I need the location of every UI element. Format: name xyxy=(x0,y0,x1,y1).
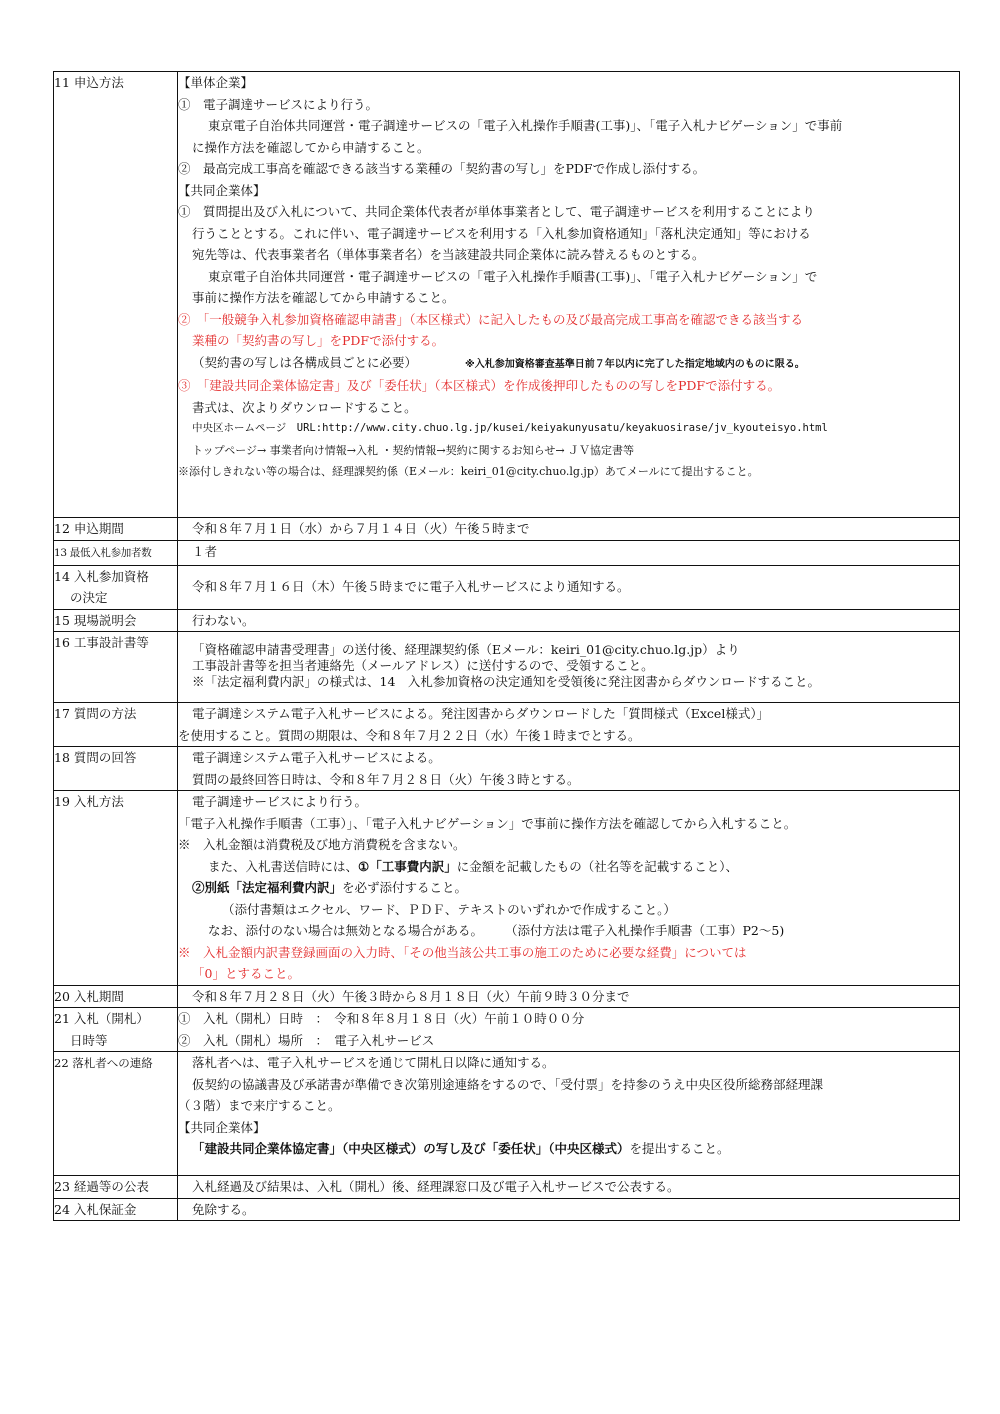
row-label: 11 申込方法 xyxy=(54,72,178,518)
row-label: 20 入札期間 xyxy=(54,985,178,1008)
row-label: 21 入札（開札） 日時等 xyxy=(54,1008,178,1052)
row-label: 23 経過等の公表 xyxy=(54,1176,178,1199)
row-content: １者 xyxy=(178,541,960,566)
row-content: 落札者へは、電子入札サービスを通じて開札日以降に通知する。 仮契約の協議書及び承諾書が準備でき次第別途連絡をするので、「受付票」を持参のうえ中央区役所総務部経理課 （３階）まで来庁すること。 【共同企業体】 「建設共同企業体協定書」（中央区様式）の写し及び「委任状」（中央区様式）を提出すること。 xyxy=(178,1052,960,1176)
table-row xyxy=(54,609,960,632)
row-content: 行わない。 xyxy=(178,609,960,632)
row-label: 18 質問の回答 xyxy=(54,747,178,791)
table-row xyxy=(54,632,960,703)
row-content: ① 入札（開札）日時 ： 令和８年８月１８日（火）午前１０時００分 ② 入札（開札）場所 ： 電子入札サービス xyxy=(178,1008,960,1052)
row-label: 12 申込期間 xyxy=(54,518,178,541)
tender-details-table xyxy=(53,71,960,1221)
row-label: 14 入札参加資格 の決定 xyxy=(54,565,178,609)
row-content: 入札経過及び結果は、入札（開札）後、経理課窓口及び電子入札サービスで公表する。 xyxy=(178,1176,960,1199)
row-content: 令和８年７月２８日（火）午後３時から８月１８日（火）午前９時３０分まで xyxy=(178,985,960,1008)
table-row xyxy=(54,791,960,986)
table-row xyxy=(54,985,960,1008)
row-label: 16 工事設計書等 xyxy=(54,632,178,703)
table-row xyxy=(54,1052,960,1176)
table-row xyxy=(54,747,960,791)
row-content: 電子調達サービスにより行う。 「電子入札操作手順書（工事）」、「電子入札ナビゲーション」で事前に操作方法を確認してから入札すること。 ※ 入札金額は消費税及び地方消費税を含まない。 また、入札書送信時には、①「工事費内訳」に金額を記載したもの（社名等を記載すること）、 ②別紙「法定福利費内訳」を必ず添付すること。 （添付書類はエクセル、ワード、ＰＤＦ、テキストのいずれかで作成すること。） なお、添付のない場合は無効となる場合がある。 （添付方法は電子入札操作手順書（工事）P2～5) ※ 入札金額内訳書登録画面の入力時、「その他当該公共工事の施工のために必要な経費」については 「0」とすること。 xyxy=(178,791,960,986)
row-content: 「資格確認申請書受理書」の送付後、経理課契約係（Eメール：keiri_01@city.chuo.lg.jp）より 工事設計書等を担当者連絡先（メールアドレス）に送付するので、受領すること。 ※「法定福利費内訳」の様式は、14 入札参加資格の決定通知を受領後に発注図書からダウンロードすること。 xyxy=(178,632,960,703)
row-content: 電子調達システム電子入札サービスによる。 質問の最終回答日時は、令和８年７月２８日（火）午後３時とする。 xyxy=(178,747,960,791)
table-row xyxy=(54,703,960,747)
row-label: 15 現場説明会 xyxy=(54,609,178,632)
row-label: 17 質問の方法 xyxy=(54,703,178,747)
table-row xyxy=(54,565,960,609)
table-row xyxy=(54,1008,960,1052)
row-label: 22 落札者への連絡 xyxy=(54,1052,178,1176)
row-label: 19 入札方法 xyxy=(54,791,178,986)
table-row xyxy=(54,541,960,566)
table-row xyxy=(54,72,960,518)
table-row xyxy=(54,1176,960,1199)
row-content: 令和８年７月１６日（木）午後５時までに電子入札サービスにより通知する。 xyxy=(178,565,960,609)
table-row xyxy=(54,1198,960,1221)
row-label: 24 入札保証金 xyxy=(54,1198,178,1221)
row-content: 免除する。 xyxy=(178,1198,960,1221)
row-content: 【単体企業】 ① 電子調達サービスにより行う。 東京電子自治体共同運営・電子調達サービスの「電子入札操作手順書(工事)」、「電子入札ナビゲーション」で事前 に操作方法を確認してから申請すること。 ② 最高完成工事高を確認できる該当する業種の「契約書の写し」をPDFで作成し添付する。 【共同企業体】 ① 質問提出及び入札について、共同企業体代表者が単体事業者として、電子調達サービスを利用することにより 行うこととする。これに伴い、電子調達サービスを利用する「入札参加資格通知」「落札決定通知」等における 宛先等は、代表事業者名（単体事業者名）を当該建設共同企業体に読み替えるものとする。 東京電子自治体共同運営・電子調達サービスの「電子入札操作手順書(工事)」、「電子入札ナビゲーション」で 事前に操作方法を確認してから申請すること。 ② 「一般競争入札参加資格確認申請書」（本区様式）に記入したもの及び最高完成工事高を確認できる該当する 業種の「契約書の写し」をPDFで添付する。 （契約書の写しは各構成員ごとに必要） ※入札参加資格審査基準日前７年以内に完了した指定地域内のものに限る。 ③ 「建設共同企業体協定書」及び「委任状」（本区様式）を作成後押印したものの写しをPDFで添付する。 書式は、次よりダウンロードすること。 中央区ホームページ URL:http://www.city.chuo.lg.jp/kusei/keiyakunyusatu/keyakuosirase/jv_kyouteisyo.html トップページ→ 事業者向け情報→入札 ・契約情報→契約に関するお知らせ→ ＪＶ協定書等 ※添付しきれない等の場合は、経理課契約係（Eメール：keiri_01@city.chuo.lg.jp）あてメールにて提出すること。 xyxy=(178,72,960,518)
row-content: 電子調達システム電子入札サービスによる。発注図書からダウンロードした「質問様式（Excel様式）」 を使用すること。質問の期限は、令和８年７月２２日（水）午後１時までとする。 xyxy=(178,703,960,747)
row-label: 13 最低入札参加者数 xyxy=(54,541,178,566)
row-content: 令和８年７月１日（水）から７月１４日（火）午後５時まで xyxy=(178,518,960,541)
table-row xyxy=(54,518,960,541)
